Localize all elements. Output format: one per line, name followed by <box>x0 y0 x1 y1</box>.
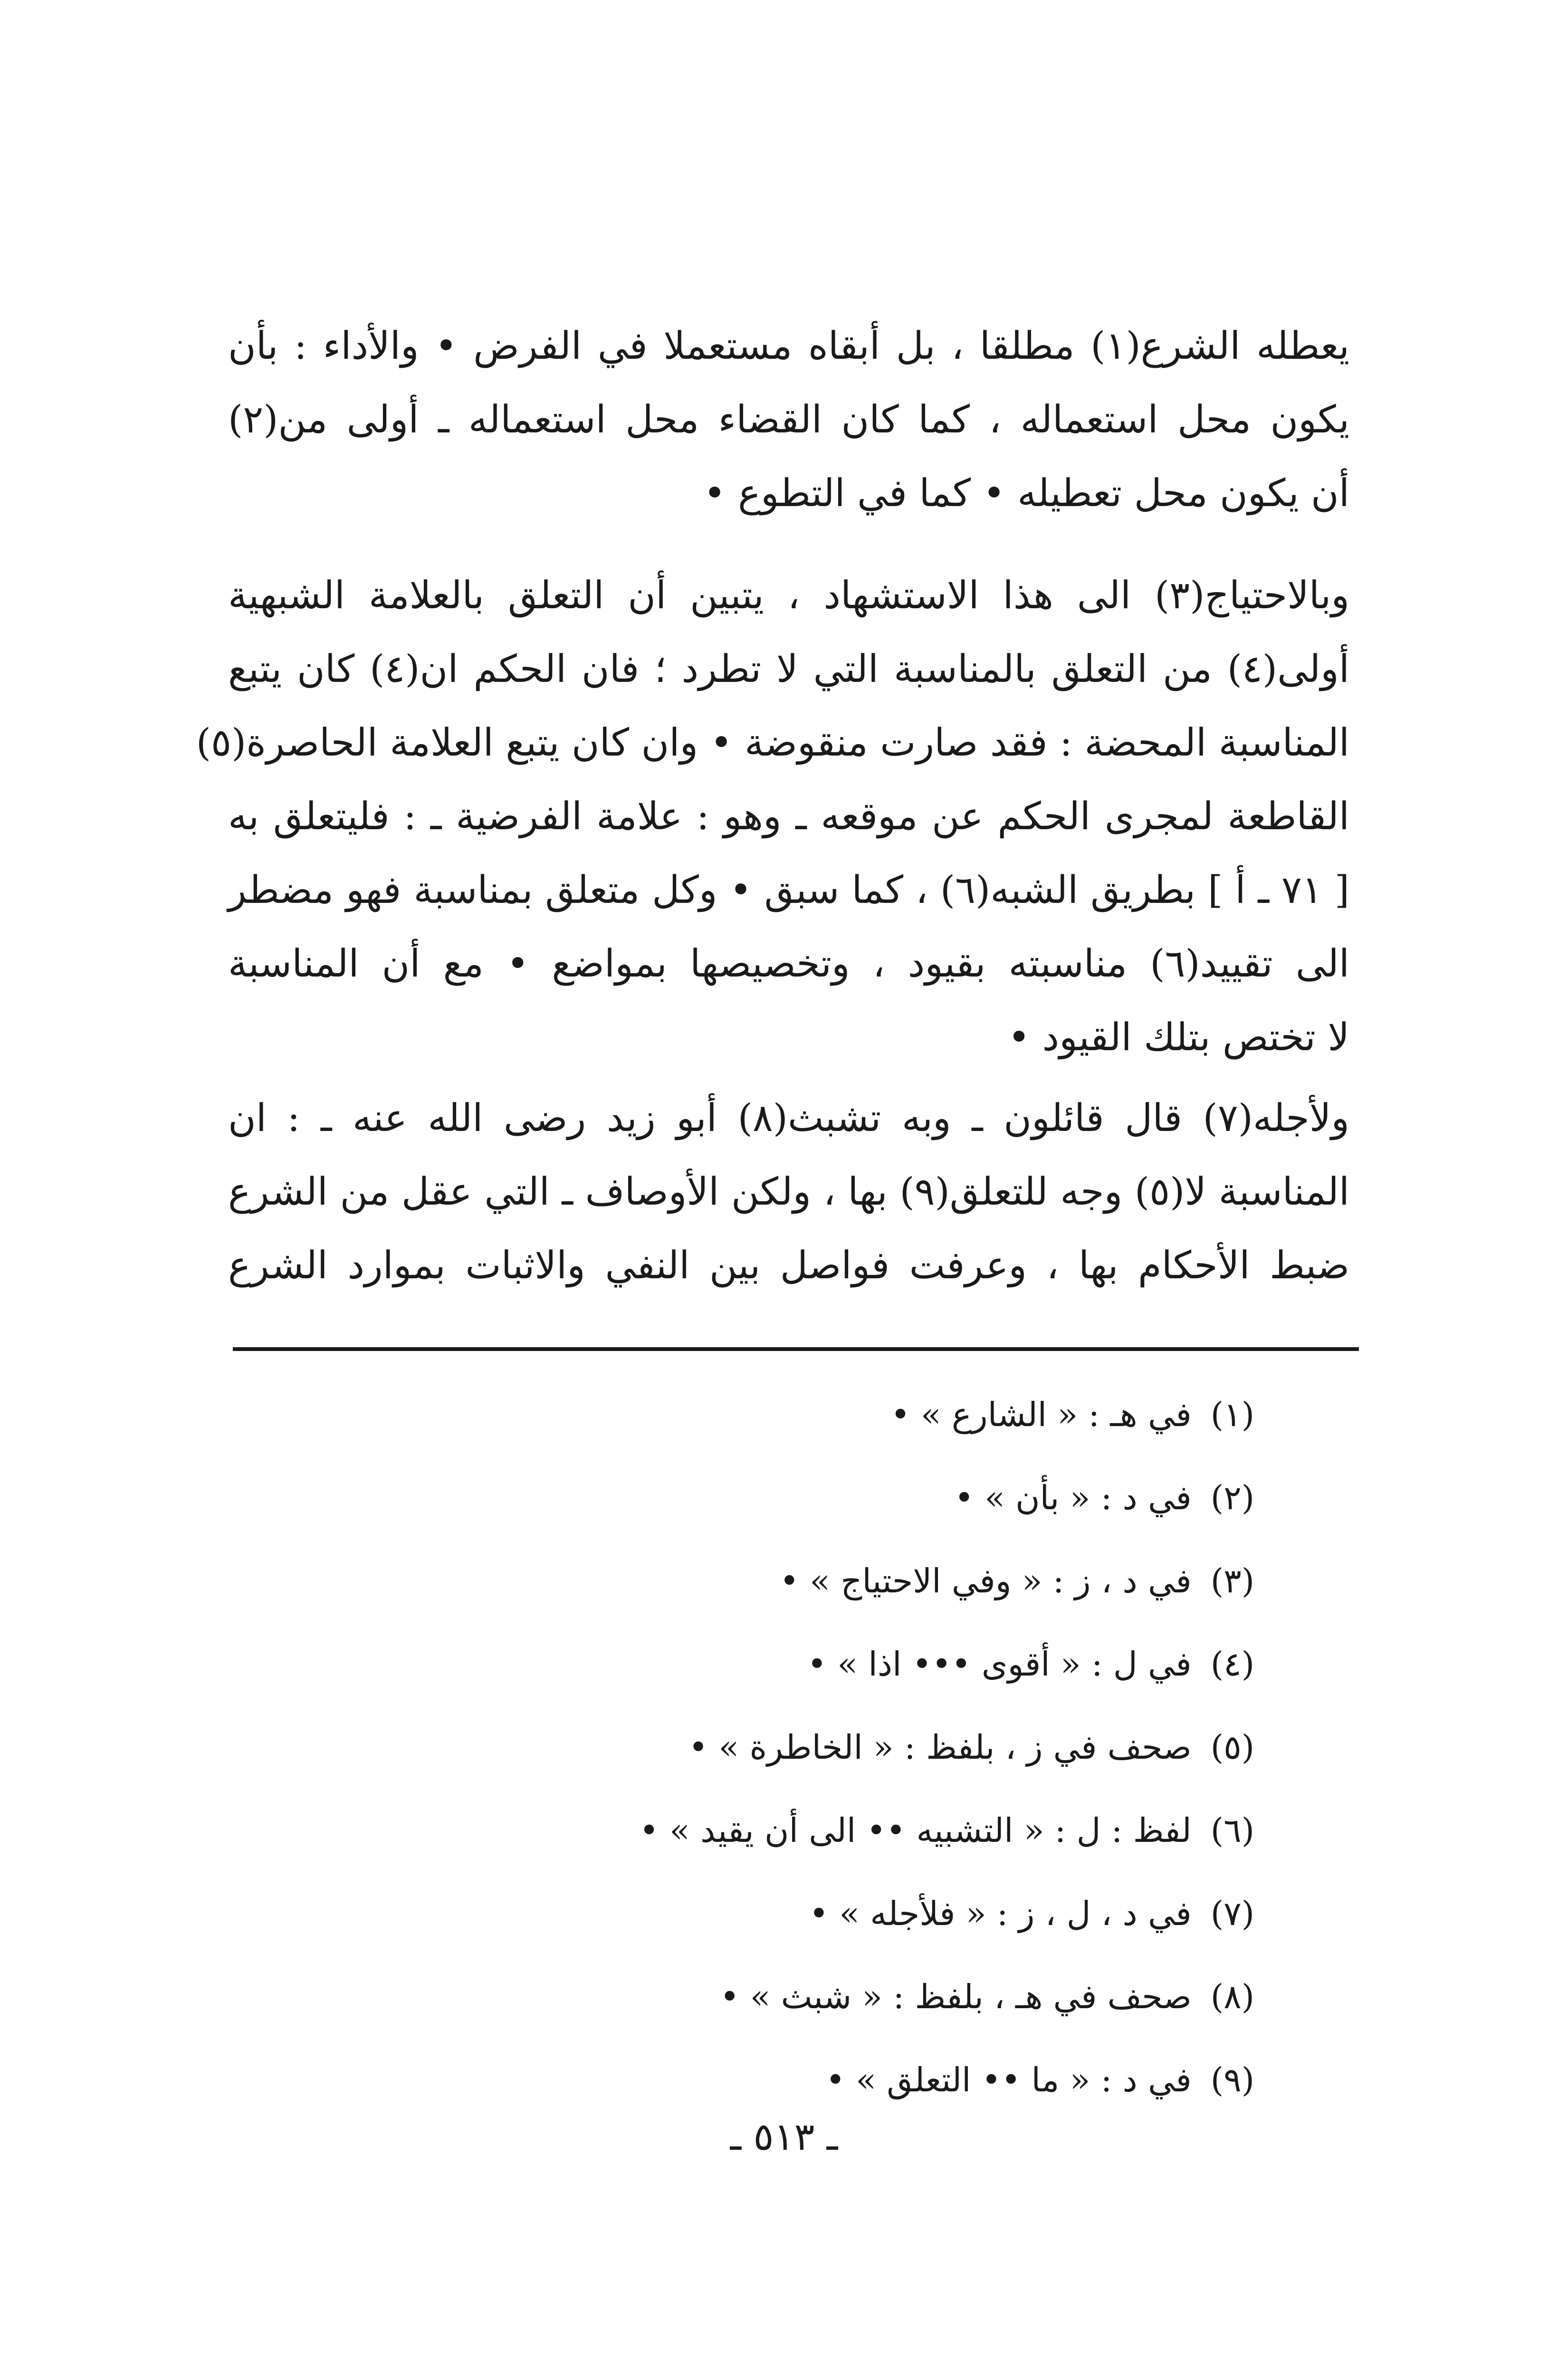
footnote-item <box>475 1623 1254 1706</box>
text-line: يعطله الشرع(١) مطلقا ، بل أبقاه مستعملا في الفرض • والأداء : بأن <box>228 324 1350 368</box>
footnote-number: (٤) <box>1210 1645 1254 1684</box>
footnote-item <box>475 2039 1254 2122</box>
paragraph-2 <box>196 558 1350 1074</box>
text-line: المناسبة لا(٥) وجه للتعلق(٩) بها ، ولكن الأوصاف ـ التي عقل من الشرع <box>228 1169 1349 1214</box>
text-line: القاطعة لمجرى الحكم عن موقعه ـ وهو : علامة الفرضية ـ : فليتعلق به <box>228 794 1349 838</box>
footnote-text: في ل : « أقوى ••• اذا » • <box>807 1645 1192 1684</box>
text-line: لا تختص بتلك القيود • <box>1007 1015 1349 1059</box>
footnote-item <box>475 1872 1254 1955</box>
text-line: أن يكون محل تعطيله • كما في التطوع • <box>703 471 1349 515</box>
footnote-item <box>475 1789 1254 1872</box>
text-line: وبالاحتياج(٣) الى هذا الاستشهاد ، يتبين أن التعلق بالعلامة الشبهية <box>228 573 1349 617</box>
text-line: يكون محل استعماله ، كما كان القضاء محل استعماله ـ أولى من(٢) <box>228 397 1349 441</box>
footnote-text: في د ، ز : « وفي الاحتياج » • <box>779 1562 1192 1600</box>
footnote-text: صحف في ز ، بلفظ : « الخاطرة » • <box>688 1728 1192 1767</box>
footnote-item <box>475 1373 1254 1456</box>
footnote-separator <box>233 1347 1359 1351</box>
footnote-text: في د : « بأن » • <box>954 1478 1192 1517</box>
footnote-text: في د : « ما •• التعلق » • <box>825 2060 1192 2099</box>
page-number: ـ ٥١٣ ـ <box>730 2115 838 2159</box>
footnote-item <box>475 1706 1254 1789</box>
footnote-number: (٨) <box>1210 1977 1254 2016</box>
footnote-number: (٧) <box>1210 1894 1254 1933</box>
footnote-item <box>475 1955 1254 2039</box>
footnote-number: (٣) <box>1210 1562 1254 1600</box>
text-line: ضبط الأحكام بها ، وعرفت فواصل بين النفي والاثبات بموارد الشرع <box>228 1243 1349 1287</box>
text-line: المناسبة المحضة : فقد صارت منقوضة • وان كان يتبع العلامة الحاصرة(٥) <box>196 720 1349 765</box>
paragraph-3 <box>228 1081 1349 1302</box>
footnote-text: في د ، ل ، ز : « فلأجله » • <box>809 1894 1192 1933</box>
text-line: ولأجله(٧) قال قائلون ـ وبه تشبث(٨) أبو زيد رضى الله عنه ـ : ان <box>228 1096 1349 1140</box>
text-line: أولى(٤) من التعلق بالمناسبة التي لا تطرد ؛ فان الحكم ان(٤) كان يتبع <box>228 647 1349 691</box>
footnote-number: (١) <box>1210 1395 1254 1434</box>
paragraph-1 <box>228 309 1349 530</box>
text-line: [ ٧١ ـ أ ] بطريق الشبه(٦) ، كما سبق • وكل متعلق بمناسبة فهو مضطر <box>228 868 1350 912</box>
footnotes-list <box>475 1373 1254 2122</box>
footnote-text: صحف في هـ ، بلفظ : « شبث » • <box>720 1977 1192 2016</box>
footnote-number: (٦) <box>1210 1811 1254 1850</box>
footnote-number: (٩) <box>1210 2060 1254 2099</box>
footnote-number: (٢) <box>1210 1478 1254 1517</box>
footnote-item <box>475 1540 1254 1623</box>
footnote-number: (٥) <box>1210 1728 1254 1767</box>
footnote-item <box>475 1456 1254 1540</box>
footnote-text: لفظ : ل : « التشبيه •• الى أن يقيد » • <box>639 1811 1192 1850</box>
text-line: الى تقييد(٦) مناسبته بقيود ، وتخصيصها بمواضع • مع أن المناسبة <box>228 941 1350 986</box>
footnote-text: في هـ : « الشارع » • <box>890 1395 1192 1434</box>
